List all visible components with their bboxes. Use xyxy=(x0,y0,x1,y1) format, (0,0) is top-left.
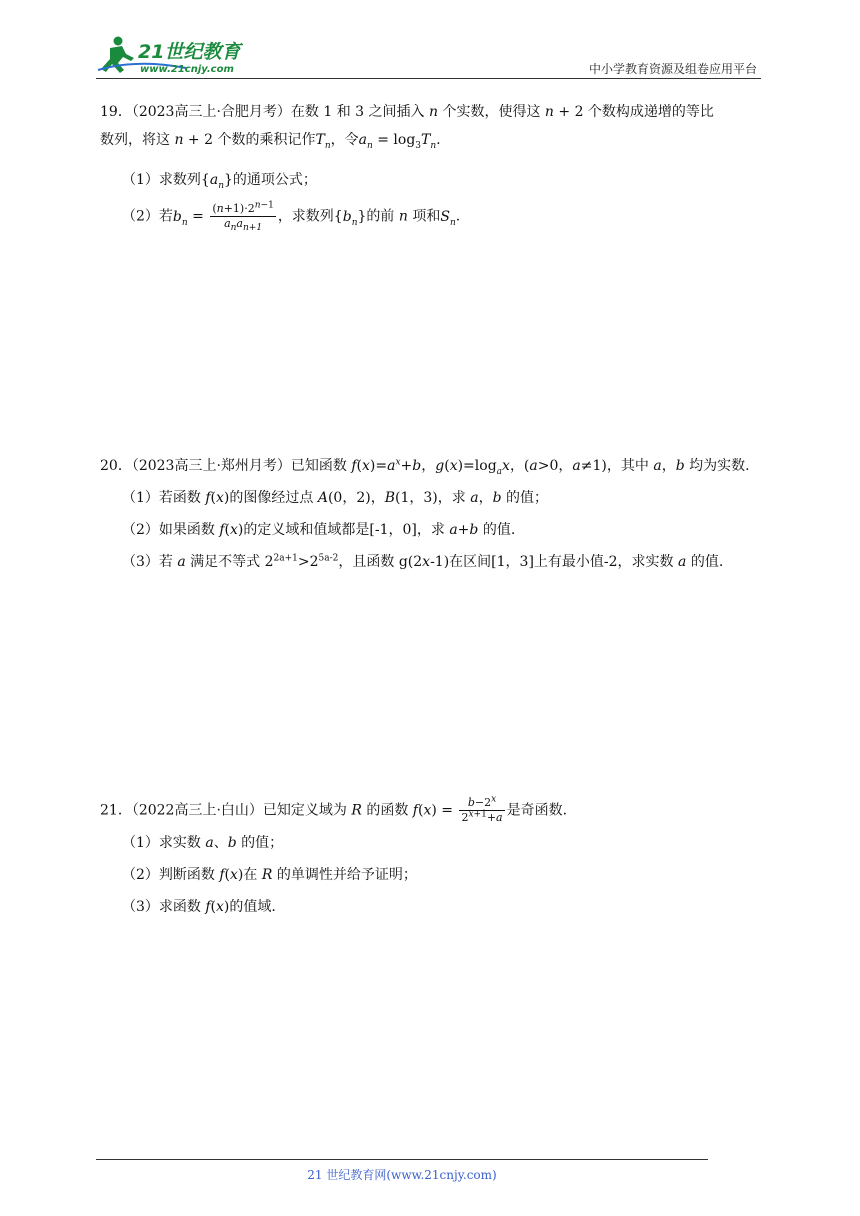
q20-part1: （1）若函数 f(x)的图像经过点 A(0，2)，B(1，3)，求 a，b 的值； xyxy=(122,490,548,506)
q19-part1: （1）求数列$\{a_n\}$的通项公式； xyxy=(122,172,317,191)
logo-text: 21世纪教育 xyxy=(138,41,241,63)
logo-url: www.21cnjy.com xyxy=(140,64,234,75)
q21-part1: （1）求实数 a、b 的值； xyxy=(122,835,284,851)
q20-part3: （3）若 a 满足不等式 $2^{2a+1}>2^{5a-2}$，且函数 g(2x-1)在区间[1，3]上有最小值-2，求实数 a 的值. xyxy=(122,553,724,570)
q19-fraction: $\frac{(n+1)\cdot 2^{n-1}}{a_na_{n+1}}$ xyxy=(212,200,274,234)
page-header xyxy=(96,28,761,80)
q21-part2: （2）判断函数 f(x)在 R 的单调性并给予证明； xyxy=(122,867,417,883)
q20-part2: （2）如果函数 f(x)的定义域和值域都是[-1，0]，求 a+b 的值. xyxy=(122,522,516,538)
q21-stem: 21．（2022高三上·白山）已知定义域为 R 的函数 f(x) = $\frac{b-2^x}{2^{x+1}+a}$ 是奇函数. xyxy=(100,794,568,824)
question-20 xyxy=(100,452,765,576)
q19-stem-line1: 19．（2023高三上·合肥月考）在数 1 和 3 之间插入 n 个实数，使得这 n + 2 个数构成递增的等比 xyxy=(100,104,714,120)
q19-stem-line2: 数列，将这 n + 2 个数的乘积记作$T_n$，令$a_n = \log_3T_n$. xyxy=(100,132,441,151)
header-platform-text: 中小学教育资源及组卷应用平台 xyxy=(588,62,757,76)
footer-divider xyxy=(96,1159,708,1160)
header-divider xyxy=(96,78,761,79)
question-19 xyxy=(100,98,765,234)
question-21 xyxy=(100,796,765,921)
footer-text: 21 世纪教育网(www.21cnjy.com) xyxy=(307,1168,497,1182)
q20-stem: 20．（2023高三上·郑州月考）已知函数 $f(x)=a^x+b$，$g(x)=\log_ax$，(a>0，a≠1)，其中 a，b 均为实数. xyxy=(100,457,750,477)
q19-part2: （2）若$b_n$ = $\frac{(n+1)\cdot 2^{n-1}}{a_na_{n+1}}$ ，求数列$\{b_n\}$的前 n 项和$S_n$. xyxy=(122,200,461,234)
site-logo xyxy=(96,32,266,76)
q21-part3: （3）求函数 f(x)的值域. xyxy=(122,899,276,915)
q21-fraction: $\frac{b-2^x}{2^{x+1}+a}$ xyxy=(461,794,503,824)
